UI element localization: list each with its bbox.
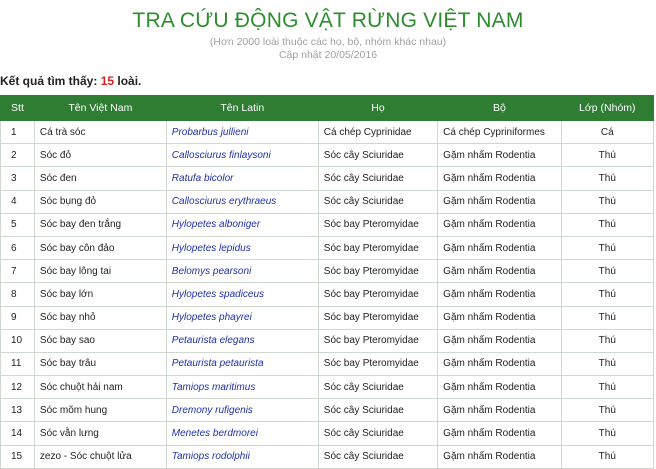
family-name-cell: Sóc cây Sciuridae <box>318 190 437 213</box>
result-summary <box>0 74 141 88</box>
family-name-cell: Sóc cây Sciuridae <box>318 422 437 445</box>
row-number-cell: 4 <box>1 190 35 213</box>
latin-name-link[interactable]: Hylopetes lepidus <box>166 236 318 259</box>
row-number-cell: 12 <box>1 376 35 399</box>
family-name-cell: Sóc bay Pteromyidae <box>318 213 437 236</box>
vietnamese-name-cell: Cá trà sóc <box>34 121 166 144</box>
table-row <box>1 260 654 283</box>
order-name-cell: Gặm nhấm Rodentia <box>438 236 561 259</box>
class-name-cell: Thú <box>561 167 653 190</box>
class-name-cell: Thú <box>561 283 653 306</box>
table-row <box>1 144 654 167</box>
vietnamese-name-cell: Sóc bay trâu <box>34 352 166 375</box>
vietnamese-name-cell: zezo - Sóc chuột lửa <box>34 445 166 468</box>
table-row <box>1 167 654 190</box>
table-row <box>1 306 654 329</box>
latin-name-link[interactable]: Tamiops maritimus <box>166 376 318 399</box>
latin-name-link[interactable]: Probarbus jullieni <box>166 121 318 144</box>
family-name-cell: Sóc cây Sciuridae <box>318 167 437 190</box>
row-number-cell: 9 <box>1 306 35 329</box>
row-number-cell: 3 <box>1 167 35 190</box>
order-name-cell: Gặm nhấm Rodentia <box>438 144 561 167</box>
class-name-cell: Thú <box>561 144 653 167</box>
table-row <box>1 422 654 445</box>
class-name-cell: Thú <box>561 260 653 283</box>
class-name-cell: Thú <box>561 399 653 422</box>
vietnamese-name-cell: Sóc vằn lưng <box>34 422 166 445</box>
family-name-cell: Sóc cây Sciuridae <box>318 445 437 468</box>
vietnamese-name-cell: Sóc bay lớn <box>34 283 166 306</box>
table-row <box>1 399 654 422</box>
result-suffix: loài. <box>114 74 142 88</box>
latin-name-link[interactable]: Hylopetes spadiceus <box>166 283 318 306</box>
table-row <box>1 352 654 375</box>
column-header-class[interactable]: Lớp (Nhóm) <box>561 96 653 121</box>
result-count: 15 <box>100 74 115 88</box>
class-name-cell: Thú <box>561 422 653 445</box>
table-row <box>1 236 654 259</box>
page-subtitle: (Hơn 2000 loài thuộc các họ, bộ, nhóm khác nhau) <box>209 36 447 48</box>
row-number-cell: 7 <box>1 260 35 283</box>
row-number-cell: 14 <box>1 422 35 445</box>
vietnamese-name-cell: Sóc đỏ <box>34 144 166 167</box>
order-name-cell: Cá chép Cypriniformes <box>438 121 561 144</box>
column-header-order[interactable]: Bộ <box>438 96 561 121</box>
page-title: TRA CỨU ĐỘNG VẬT RỪNG VIỆT NAM <box>132 9 524 32</box>
row-number-cell: 10 <box>1 329 35 352</box>
vietnamese-name-cell: Sóc bay lông tai <box>34 260 166 283</box>
result-prefix: Kết quả tìm thấy: <box>0 74 101 88</box>
column-header-latin-name[interactable]: Tên Latin <box>166 96 318 121</box>
vietnamese-name-cell: Sóc đen <box>34 167 166 190</box>
latin-name-link[interactable]: Callosciurus finlaysoni <box>166 144 318 167</box>
results-table <box>0 95 654 469</box>
vietnamese-name-cell: Sóc bụng đỏ <box>34 190 166 213</box>
order-name-cell: Gặm nhấm Rodentia <box>438 329 561 352</box>
class-name-cell: Thú <box>561 352 653 375</box>
latin-name-link[interactable]: Petaurista petaurista <box>166 352 318 375</box>
latin-name-link[interactable]: Tamiops rodolphii <box>166 445 318 468</box>
table-row <box>1 283 654 306</box>
class-name-cell: Thú <box>561 376 653 399</box>
class-name-cell: Cá <box>561 121 653 144</box>
latin-name-link[interactable]: Ratufa bicolor <box>166 167 318 190</box>
family-name-cell: Sóc cây Sciuridae <box>318 399 437 422</box>
order-name-cell: Gặm nhấm Rodentia <box>438 167 561 190</box>
updated-date: Cập nhật 20/05/2016 <box>278 49 378 61</box>
latin-name-link[interactable]: Belomys pearsoni <box>166 260 318 283</box>
table-header-row <box>1 96 654 121</box>
family-name-cell: Sóc bay Pteromyidae <box>318 306 437 329</box>
page-header <box>0 0 656 62</box>
table-row <box>1 445 654 468</box>
table-row <box>1 213 654 236</box>
class-name-cell: Thú <box>561 190 653 213</box>
family-name-cell: Sóc bay Pteromyidae <box>318 283 437 306</box>
vietnamese-name-cell: Sóc bay sao <box>34 329 166 352</box>
vietnamese-name-cell: Sóc chuột hải nam <box>34 376 166 399</box>
class-name-cell: Thú <box>561 213 653 236</box>
order-name-cell: Gặm nhấm Rodentia <box>438 190 561 213</box>
vietnamese-name-cell: Sóc bay đen trắng <box>34 213 166 236</box>
class-name-cell: Thú <box>561 445 653 468</box>
column-header-vietnamese-name[interactable]: Tên Việt Nam <box>34 96 166 121</box>
latin-name-link[interactable]: Hylopetes phayrei <box>166 306 318 329</box>
table-body <box>1 121 654 469</box>
class-name-cell: Thú <box>561 236 653 259</box>
latin-name-link[interactable]: Menetes berdmorei <box>166 422 318 445</box>
column-header-stt[interactable]: Stt <box>1 96 35 121</box>
class-name-cell: Thú <box>561 306 653 329</box>
row-number-cell: 15 <box>1 445 35 468</box>
row-number-cell: 6 <box>1 236 35 259</box>
table-row <box>1 329 654 352</box>
row-number-cell: 1 <box>1 121 35 144</box>
family-name-cell: Cá chép Cyprinidae <box>318 121 437 144</box>
table-row <box>1 121 654 144</box>
order-name-cell: Gặm nhấm Rodentia <box>438 445 561 468</box>
order-name-cell: Gặm nhấm Rodentia <box>438 213 561 236</box>
row-number-cell: 2 <box>1 144 35 167</box>
row-number-cell: 11 <box>1 352 35 375</box>
table-row <box>1 190 654 213</box>
latin-name-link[interactable]: Petaurista elegans <box>166 329 318 352</box>
class-name-cell: Thú <box>561 329 653 352</box>
latin-name-link[interactable]: Hylopetes alboniger <box>166 213 318 236</box>
order-name-cell: Gặm nhấm Rodentia <box>438 422 561 445</box>
family-name-cell: Sóc bay Pteromyidae <box>318 260 437 283</box>
latin-name-link[interactable]: Dremony rufigenis <box>166 399 318 422</box>
order-name-cell: Gặm nhấm Rodentia <box>438 352 561 375</box>
table-row <box>1 376 654 399</box>
row-number-cell: 13 <box>1 399 35 422</box>
vietnamese-name-cell: Sóc bay nhỏ <box>34 306 166 329</box>
vietnamese-name-cell: Sóc bay côn đảo <box>34 236 166 259</box>
column-header-family[interactable]: Họ <box>318 96 437 121</box>
family-name-cell: Sóc cây Sciuridae <box>318 376 437 399</box>
family-name-cell: Sóc bay Pteromyidae <box>318 329 437 352</box>
order-name-cell: Gặm nhấm Rodentia <box>438 260 561 283</box>
order-name-cell: Gặm nhấm Rodentia <box>438 283 561 306</box>
family-name-cell: Sóc bay Pteromyidae <box>318 236 437 259</box>
order-name-cell: Gặm nhấm Rodentia <box>438 306 561 329</box>
family-name-cell: Sóc cây Sciuridae <box>318 144 437 167</box>
order-name-cell: Gặm nhấm Rodentia <box>438 399 561 422</box>
vietnamese-name-cell: Sóc mõm hung <box>34 399 166 422</box>
row-number-cell: 8 <box>1 283 35 306</box>
family-name-cell: Sóc bay Pteromyidae <box>318 352 437 375</box>
order-name-cell: Gặm nhấm Rodentia <box>438 376 561 399</box>
row-number-cell: 5 <box>1 213 35 236</box>
latin-name-link[interactable]: Callosciurus erythraeus <box>166 190 318 213</box>
